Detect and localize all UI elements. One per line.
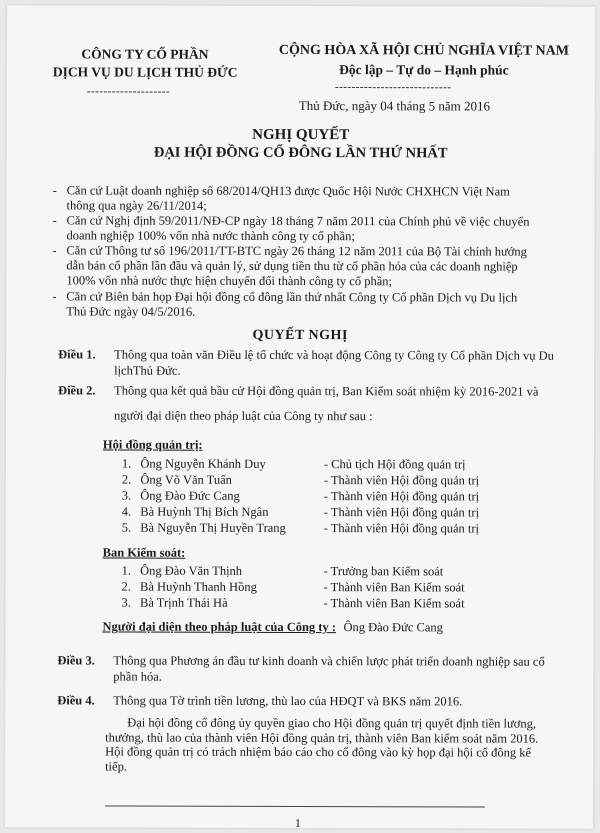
article-3-label [57, 653, 95, 669]
basis-line: Thủ Đức ngày 04/5/2016. [66, 304, 196, 319]
document-title: NGHỊ QUYẾT [252, 126, 350, 144]
member-name: Ông Nguyễn Khánh Duy [140, 456, 266, 471]
article-4-line1: Thông qua Tờ trình tiền lương, thù lao của HĐQT và BKS năm 2016. [113, 693, 463, 709]
article-label: Điều 4. [57, 693, 95, 708]
member-number: 5. [121, 520, 132, 535]
basis-line: Căn cứ Biên bản họp Đại hội đồng cổ đông lần thứ nhất Công ty Cổ phần Dịch vụ Du lịch [66, 289, 518, 305]
paragraph-line: Đại hội đồng cổ đông ủy quyền giao cho Hội đồng quản trị quyết định tiền lương, [127, 715, 537, 731]
member-name: Ông Võ Văn Tuấn [140, 472, 232, 487]
basis-line: doanh nghiệp 100% vốn nhà nước thành công ty cổ phần; [66, 228, 355, 244]
member-name: Ông Đào Đức Cang [140, 488, 240, 503]
basis-line: Căn cứ Luật doanh nghiệp số 68/2014/QH13 được Quốc Hội Nước CHXHCN Việt Nam [66, 183, 510, 199]
basis-item [52, 213, 586, 244]
paragraph-line: tiếp. [105, 758, 127, 774]
article-line: Thông qua Phương án đầu tư kinh doanh và chiến lược phát triển doanh nghiệp sau cổ [113, 653, 545, 669]
national-motto: Độc lập – Tự do – Hạnh phúc [339, 62, 509, 78]
member-number: 2. [121, 579, 131, 594]
basis-line: dẫn bán cổ phần lần đầu và quản lý, sử dụng tiền thu từ cổ phần hóa của các doanh nghiệp [66, 258, 518, 274]
article-1-label [58, 347, 96, 363]
bullet-dash: - [52, 243, 57, 258]
member-role: - Thành viên Hội đồng quản trị [323, 489, 480, 504]
board-member [122, 521, 286, 536]
footer-rule [105, 805, 485, 807]
board-heading: Hội đồng quản trị: [102, 437, 203, 452]
member-name: Ông Đào Văn Thịnh [140, 563, 243, 578]
article-2-line1: Thông qua kết quả bầu cử Hội đồng quản trị, Ban Kiểm soát nhiệm kỳ 2016-2021 và [114, 383, 539, 399]
paragraph-line: Hội đồng quản trị có trách nhiệm báo cáo cho cổ đông vào kỳ họp đại hội cổ đông kế [105, 744, 532, 760]
board-member [122, 505, 269, 520]
article-line: lịchThủ Đức. [114, 363, 181, 378]
bullet-dash: - [52, 183, 57, 198]
member-name: Bà Huỳnh Thị Bích Ngân [140, 504, 269, 519]
member-role: - Thành viên Hội đồng quản trị [323, 473, 480, 488]
article-line: Thông qua toàn văn Điều lệ tổ chức và hoạt động Công ty Công ty Cổ phần Dịch vụ Du [114, 347, 554, 363]
article-4-paragraph [105, 715, 583, 774]
article-2-line2: người đại diện theo pháp luật của Công ty như sau : [113, 408, 373, 424]
board-member [122, 457, 266, 472]
basis-item [52, 289, 586, 320]
member-number: 4. [121, 504, 132, 519]
board-member [122, 473, 232, 488]
member-number: 3. [121, 488, 132, 503]
member-role: - Thành viên Hội đồng quản trị [323, 505, 480, 520]
bullet-dash: - [52, 213, 57, 228]
document-subtitle: ĐẠI HỘI ĐỒNG CỔ ĐÔNG LẦN THỨ NHẤT [153, 144, 448, 162]
basis-item [52, 183, 587, 214]
legal-rep-name: Ông Đào Đức Cang [343, 620, 443, 635]
document-page [5, 5, 595, 829]
member-role: - Thành viên Ban Kiểm soát [323, 580, 465, 595]
article-label: Điều 1. [58, 347, 96, 362]
page-number: 1 [294, 815, 301, 831]
dateline: Thủ Đức, ngày 04 tháng 5 năm 2016 [298, 97, 491, 114]
bullet-dash: - [52, 289, 57, 304]
member-number: 1. [121, 563, 131, 578]
article-line: phần hóa. [113, 669, 162, 684]
national-title: CỘNG HÒA XÃ HỘI CHỦ NGHĨA VIỆT NAM [278, 42, 569, 59]
member-role: - Trưởng ban Kiểm soát [323, 564, 444, 579]
basis-line: Căn cứ Nghị định 59/2011/NĐ-CP ngày 18 tháng 7 năm 2011 của Chính phủ về việc chuyển [66, 213, 530, 229]
control-member [122, 580, 257, 595]
article-1-text [114, 348, 554, 380]
basis-line: thông qua ngày 26/11/2014; [66, 198, 207, 213]
company-name [53, 45, 237, 81]
member-role: - Chủ tịch Hội đồng quản trị [323, 457, 466, 472]
article-label: Điều 3. [57, 653, 95, 668]
motto-rule: ---------------------------- [334, 81, 452, 94]
member-number: 2. [121, 472, 132, 487]
member-role: - Thành viên Hội đồng quản trị [323, 521, 480, 536]
board-member [122, 489, 240, 504]
member-role: - Thành viên Ban Kiểm soát [323, 596, 465, 611]
member-number: 3. [121, 595, 131, 610]
company-name-line1: CÔNG TY CỔ PHẦN [81, 46, 209, 62]
legal-rep-label: Người đại diện theo pháp luật của Công ty : [102, 619, 337, 635]
company-rule: -------------------- [86, 85, 171, 98]
basis-item [52, 243, 586, 289]
basis-line: 100% vốn nhà nước thực hiện chuyển đổi thành công ty cổ phần; [66, 273, 393, 289]
control-member [121, 596, 227, 611]
member-name: Bà Trịnh Thái Hà [139, 595, 228, 610]
article-2-label [58, 383, 96, 399]
resolution-heading: QUYẾT NGHỊ [252, 327, 348, 344]
member-name: Bà Huỳnh Thanh Hồng [140, 579, 257, 594]
member-name: Bà Nguyễn Thị Huyền Trang [140, 520, 286, 535]
company-name-line2: DỊCH VỤ DU LỊCH THỦ ĐỨC [52, 64, 238, 80]
member-number: 1. [121, 456, 132, 471]
article-4-label [57, 693, 95, 709]
paragraph-line: thưởng, thù lao của thành viên Hội đồng quản trị, thành viên Ban kiểm soát năm 2016. [105, 729, 539, 746]
article-label: Điều 2. [58, 383, 96, 398]
control-member [122, 564, 243, 579]
article-3-text [113, 654, 544, 686]
basis-line: Căn cứ Thông tư số 196/2011/TT-BTC ngày 26 tháng 12 năm 2011 của Bộ Tài chính hướng [66, 243, 527, 259]
control-board-heading: Ban Kiểm soát: [102, 545, 186, 560]
